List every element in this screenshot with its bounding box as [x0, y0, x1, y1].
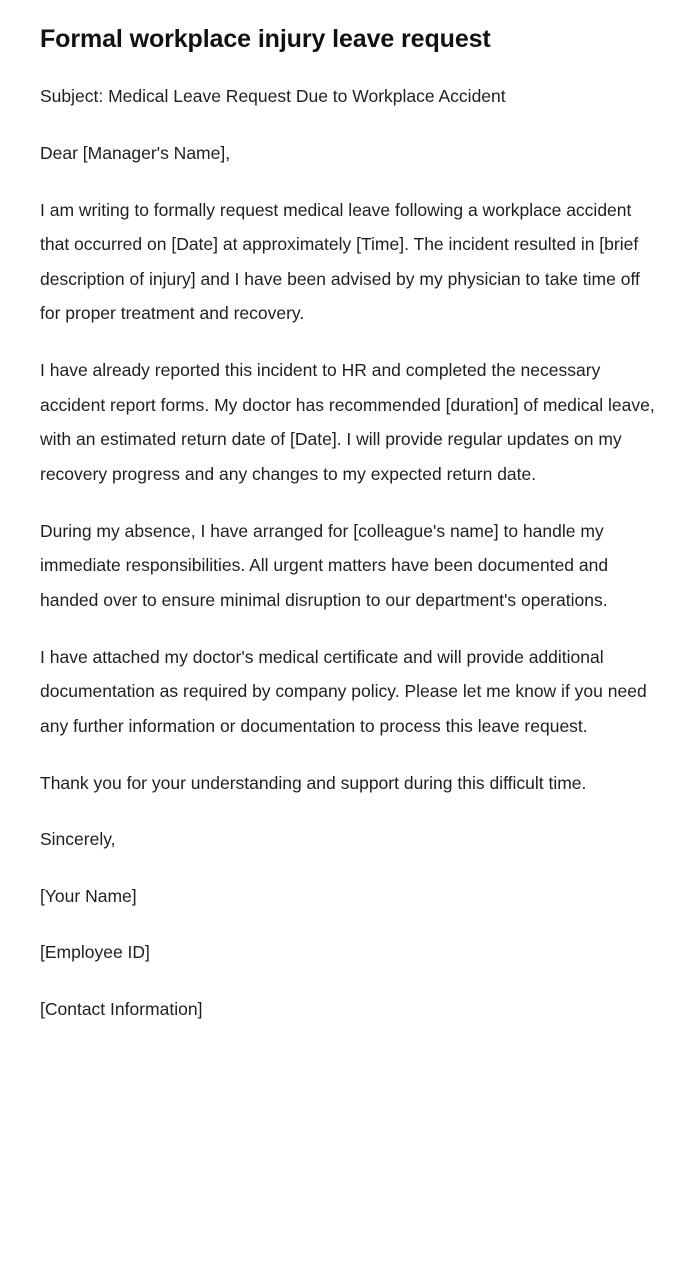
signature-name-placeholder: [Your Name] — [40, 885, 137, 906]
letter-body-paragraph-1: I am writing to formally request medical leave following a workplace accident that occurred on [Date] at approximately [Time]. The incident resulted in [brief description of injury] and I have been advised by my physician to take time off for proper treatment and recovery. — [40, 199, 640, 324]
letter-closing-thanks: Thank you for your understanding and support during this difficult time. — [40, 772, 587, 793]
letter-body-paragraph-2: I have already reported this incident to HR and completed the necessary accident report forms. My doctor has recommended [duration] of medical leave, with an estimated return date of [Date]. I will provide regular updates on my recovery progress and any changes to my expected return date. — [40, 360, 655, 485]
signature-employee-id-placeholder: [Employee ID] — [40, 942, 150, 963]
page-title: Formal workplace injury leave request — [40, 25, 491, 53]
letter-body-paragraph-4: I have attached my doctor's medical certificate and will provide additional documentation as required by company policy. Please let me know if you need any further information or documentation to process this leave request. — [40, 646, 647, 736]
letter-signoff: Sincerely, — [40, 829, 116, 850]
letter-subject-line: Subject: Medical Leave Request Due to Workplace Accident — [40, 86, 506, 107]
letter-body-paragraph-3: During my absence, I have arranged for [colleague's name] to handle my immediate responsibilities. All urgent matters have been documented and handed over to ensure minimal disruption to our department's operations. — [40, 520, 609, 610]
letter-salutation: Dear [Manager's Name], — [40, 142, 231, 163]
signature-contact-placeholder: [Contact Information] — [40, 999, 203, 1020]
